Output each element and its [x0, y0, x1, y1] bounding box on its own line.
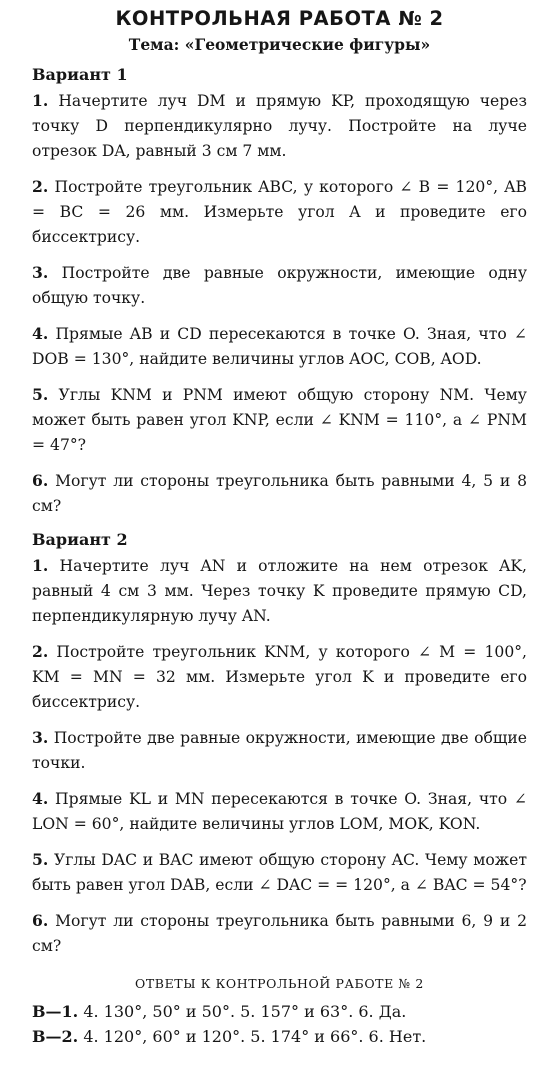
task-text: Постройте две равные окружности, имеющие одну общую точку. [32, 264, 527, 307]
variant-2-task-4 [32, 786, 527, 837]
task-number: 3. [32, 728, 49, 747]
task-number: 1. [32, 556, 49, 575]
variant-2-task-2 [32, 639, 527, 715]
task-number: 5. [32, 850, 49, 869]
variant-1-task-4 [32, 321, 527, 372]
answer-text: 4. 120°, 60° и 120°. 5. 174° и 66°. 6. Нет. [83, 1027, 427, 1046]
task-number: 4. [32, 324, 49, 343]
task-text: Постройте треугольник ABC, у которого ∠ B = 120°, AB = BC = 26 мм. Измерьте угол A и проведите его биссектрису. [32, 178, 527, 246]
answers-title: ОТВЕТЫ К КОНТРОЛЬНОЙ РАБОТЕ № 2 [135, 976, 424, 991]
answer-line-variant-1 [32, 999, 527, 1024]
variant-2-task-6 [32, 908, 527, 959]
variant-1-task-3 [32, 260, 527, 311]
variant-1-task-2 [32, 174, 527, 250]
variant-2-task-5 [32, 847, 527, 898]
task-number: 4. [32, 789, 49, 808]
variant-1-title: Вариант 1 [32, 65, 128, 84]
task-number: 6. [32, 471, 49, 490]
answer-label: В—1. [32, 1002, 79, 1021]
answer-line-variant-2 [32, 1024, 527, 1049]
task-text: Постройте треугольник KNM, у которого ∠ M = 100°, KM = MN = 32 мм. Измерьте угол K и проведите его биссектрису. [32, 643, 527, 711]
page-title: КОНТРОЛЬНАЯ РАБОТА № 2 [115, 7, 444, 30]
variant-1-task-6 [32, 468, 527, 519]
answer-label: В—2. [32, 1027, 79, 1046]
task-number: 2. [32, 177, 49, 196]
task-text: Постройте две равные окружности, имеющие две общие точки. [32, 729, 527, 772]
topic-heading: Тема: «Геометрические фигуры» [128, 35, 431, 54]
task-text: Углы KNM и PNM имеют общую сторону NM. Чему может быть равен угол KNP, если ∠ KNM = 110°, а ∠ PNM = 47°? [32, 386, 527, 454]
task-text: Прямые AB и CD пересекаются в точке O. Зная, что ∠ DOB = 130°, найдите величины углов AOC, COB, AOD. [32, 325, 527, 368]
task-number: 1. [32, 91, 49, 110]
variant-2-task-1 [32, 553, 527, 629]
task-text: Могут ли стороны треугольника быть равными 4, 5 и 8 см? [32, 472, 527, 515]
task-number: 2. [32, 642, 49, 661]
variant-1-section [32, 64, 527, 519]
task-text: Углы DAC и BAC имеют общую сторону AC. Чему может быть равен угол DAB, если ∠ DAC = = 120°, а ∠ BAC = 54°? [32, 851, 527, 894]
task-text: Прямые KL и MN пересекаются в точке O. Зная, что ∠ LON = 60°, найдите величины углов LOM, MOK, KON. [32, 790, 527, 833]
variant-2-section [32, 529, 527, 959]
task-text: Начертите луч AN и отложите на нем отрезок AK, равный 4 см 3 мм. Через точку K проведите прямую CD, перпендикулярную лучу AN. [32, 557, 527, 625]
answer-text: 4. 130°, 50° и 50°. 5. 157° и 63°. 6. Да. [83, 1002, 407, 1021]
answers-section [32, 975, 527, 1049]
variant-1-task-5 [32, 382, 527, 458]
variant-2-title: Вариант 2 [32, 530, 128, 549]
task-number: 5. [32, 385, 49, 404]
variant-2-task-3 [32, 725, 527, 776]
task-text: Могут ли стороны треугольника быть равными 6, 9 и 2 см? [32, 912, 527, 955]
task-text: Начертите луч DM и прямую KP, проходящую через точку D перпендикулярно лучу. Постройте на луче отрезок DA, равный 3 см 7 мм. [32, 92, 527, 160]
variant-1-task-1 [32, 88, 527, 164]
task-number: 6. [32, 911, 49, 930]
task-number: 3. [32, 263, 49, 282]
